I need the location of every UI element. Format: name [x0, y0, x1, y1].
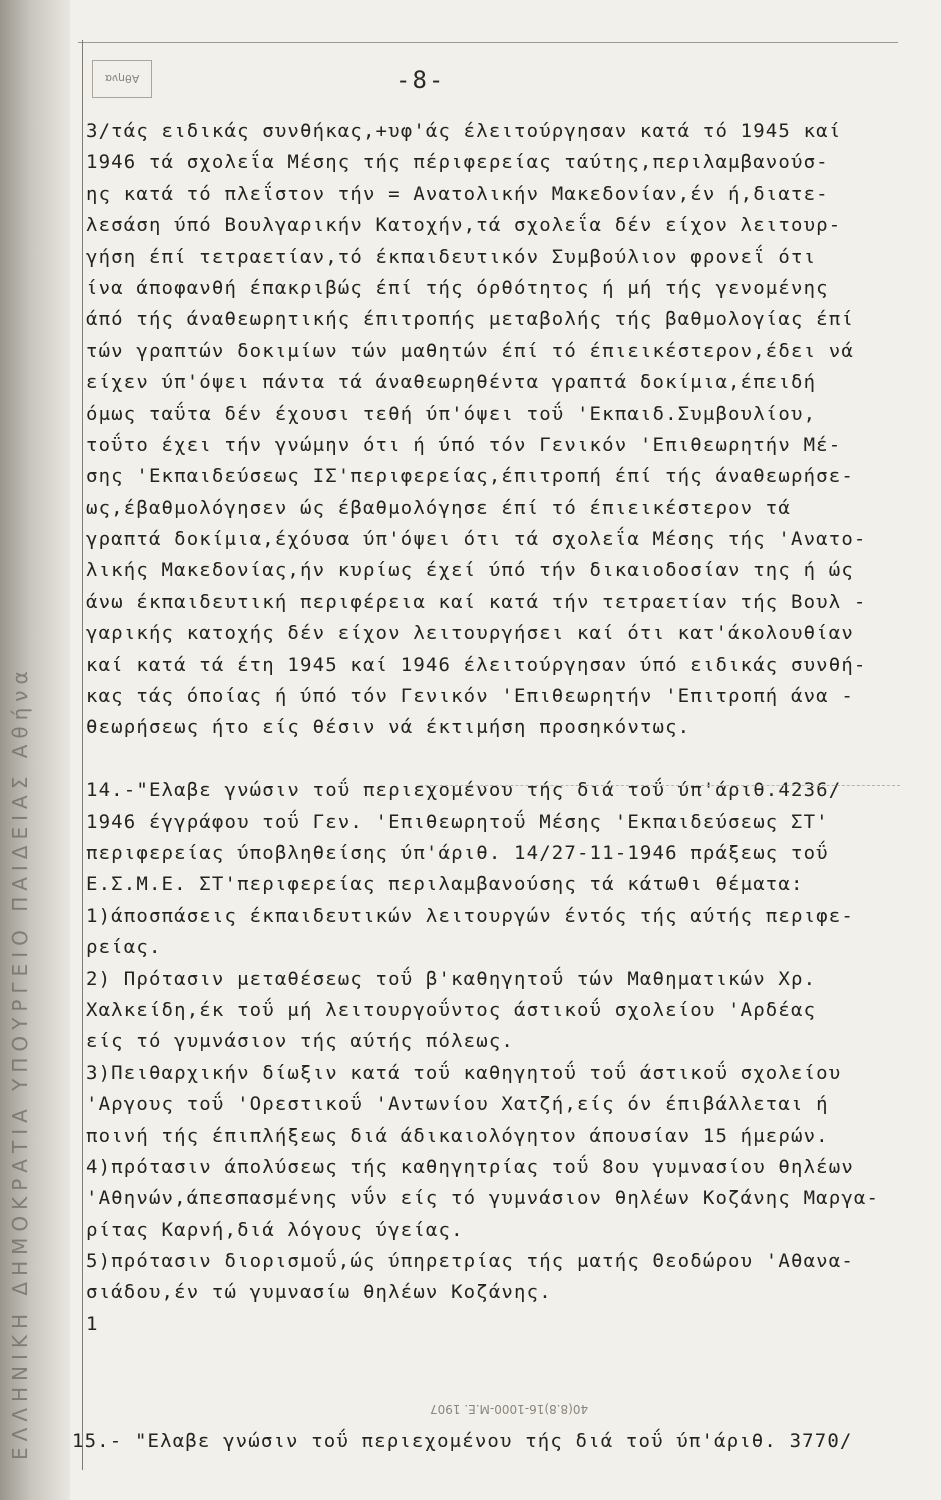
- text-line: ρίτας Καρνή,διά λόγους ύγείας.: [86, 1218, 464, 1241]
- text-line: ης κατά τό πλεΐστον τήν = Ανατολικήν Μακεδονίαν,έν ή,διατε-: [86, 182, 829, 205]
- text-line: κας τάς όποίας ή ύπό τόν Γενικόν 'Επιθεωρητήν 'Επιτροπή άνα -: [86, 685, 854, 708]
- printer-imprint: 40(8.8)16-1000-Μ.Ε. 1907: [430, 1402, 589, 1416]
- text-line: όμως ταΰτα δέν έχουσι τεθή ύπ'όψει τοΰ 'Εκπαιδ.Συμβουλίου,: [86, 402, 817, 425]
- section-divider: [420, 785, 900, 786]
- text-line: ρείας.: [86, 936, 162, 959]
- body-text: [86, 116, 906, 1340]
- text-line: 5)πρότασιν διορισμοΰ,ώς ύπηρετρίας τής ματής Θεοδώρου 'Αθανα-: [86, 1250, 854, 1273]
- text-line: γαρικής κατοχής δέν είχον λειτουργήσει καί ότι κατ'άκολουθίαν: [86, 622, 854, 645]
- margin-rule: [82, 40, 83, 1470]
- text-line: λεσάση ύπό Βουλγαρικήν Κατοχήν,τά σχολεΐα δέν είχον λειτουρ-: [86, 214, 842, 237]
- text-line: ίνα άποφανθή έπακριβώς έπί τής όρθότητος ή μή τής γενομένης: [86, 276, 829, 299]
- stamp-mark: Αθηνα: [92, 60, 152, 98]
- text-line: 1946 έγγράφου τοΰ Γεν. 'Επιθεωρητοΰ Μέσης 'Εκπαιδεύσεως ΣΤ': [86, 810, 829, 833]
- paragraph-15-first-line: 15.- "Ελαβε γνώσιν τοΰ περιεχομένου τής διά τοΰ ύπ'άριθ. 3770/: [72, 1430, 853, 1452]
- text-line: θεωρήσεως ήτο είς θέσιν νά έκτιμήση προσηκόντως.: [86, 716, 691, 739]
- text-line: 3/τάς ειδικάς συνθήκας,+υφ'άς έλειτούργησαν κατά τό 1945 καί: [86, 120, 842, 142]
- text-line: 4)πρότασιν άπολύσεως τής καθηγητρίας τοΰ 8ου γυμνασίου θηλέων: [86, 1155, 854, 1178]
- text-line: τοΰτο έχει τήν γνώμην ότι ή ύπό τόν Γενικόν 'Επιθεωρητήν Μέ-: [86, 433, 842, 456]
- text-line: 2) Πρότασιν μεταθέσεως τοΰ β'καθηγητοΰ τών Μαθηματικών Χρ.: [86, 967, 817, 990]
- text-line: ποινή τής έπιπλήξεως διά άδικαιολόγητον άπουσίαν 15 ήμερών.: [86, 1124, 829, 1147]
- spine-stamp-text: ΕΛΛΗΝΙΚΗ ΔΗΜΟΚΡΑΤΙΑ ΥΠΟΥΡΓΕΙΟ ΠΑΙΔΕΙΑΣ Αθήνα: [8, 665, 32, 1460]
- text-line: 1946 τά σχολεΐα Μέσης τής πέριφερείας ταύτης,περιλαμβανούσ-: [86, 151, 829, 174]
- text-line: γραπτά δοκίμια,έχόυσα ύπ'όψει ότι τά σχολεΐα Μέσης τής 'Ανατο-: [86, 528, 867, 551]
- text-line: 'Αθηνών,άπεσπασμένης νΰν είς τό γυμνάσιον θηλέων Κοζάνης Μαργα-: [86, 1187, 880, 1210]
- text-line: 1)άποσπάσεις έκπαιδευτικών λειτουργών έντός τής αύτής περιφε-: [86, 904, 854, 927]
- text-line: άνω έκπαιδευτική περιφέρεια καί κατά τήν τετραετίαν τής Βουλ -: [86, 590, 867, 613]
- text-line: άπό τής άναθεωρητικής έπιτροπής μεταβολής τής βαθμολογίας έπί: [86, 308, 854, 331]
- text-line: ως,έβαθμολόγησεν ώς έβαθμολόγησε έπί τό έπιεικέστερον τά: [86, 496, 791, 519]
- text-line: Χαλκείδη,έκ τοΰ μή λειτουργοΰντος άστικοΰ σχολείου 'Αρδέας: [86, 998, 817, 1021]
- text-line: είχεν ύπ'όψει πάντα τά άναθεωρηθέντα γραπτά δοκίμια,έπειδή: [86, 371, 817, 394]
- text-line: 'Αργους τοΰ 'Ορεστικοΰ 'Αντωνίου Χατζή,είς όν έπιβάλλεται ή: [86, 1093, 829, 1116]
- text-line: περιφερείας ύποβληθείσης ύπ'άριθ. 14/27-11-1946 πράξεως τοΰ: [86, 841, 829, 864]
- top-rule: [78, 42, 898, 43]
- text-line: γήση έπί τετραετίαν,τό έκπαιδευτικόν Συμβούλιον φρονεΐ ότι: [86, 245, 817, 268]
- text-line: 3)Πειθαρχικήν δίωξιν κατά τοΰ καθηγητοΰ τοΰ άστικοΰ σχολείου: [86, 1061, 842, 1084]
- text-line: 14.-"Ελαβε γνώσιν τοΰ περιεχομένου τής διά τοΰ ύπ'άριθ.4236/: [86, 779, 842, 802]
- page-number: -8-: [396, 66, 446, 94]
- text-line: τών γραπτών δοκιμίων τών μαθητών έπί τό έπιεικέστερον,έδει νά: [86, 339, 854, 362]
- text-line: σης 'Εκπαιδεύσεως ΙΣ'περιφερείας,έπιτροπή έπί τής άναθεωρήσε-: [86, 465, 854, 488]
- text-line: είς τό γυμνάσιον τής αύτής πόλεως.: [86, 1030, 515, 1053]
- text-line: σιάδου,έν τώ γυμνασίω θηλέων Κοζάνης.: [86, 1281, 552, 1304]
- text-line: Ε.Σ.Μ.Ε. ΣΤ'περιφερείας περιλαμβανούσης τά κάτωθι θέματα:: [86, 873, 804, 896]
- text-line: καί κατά τά έτη 1945 καί 1946 έλειτούργησαν ύπό ειδικάς συνθή-: [86, 653, 867, 676]
- text-line: 1: [86, 1312, 99, 1335]
- text-line: [86, 744, 906, 775]
- text-line: λικής Μακεδονίας,ήν κυρίως έχεί ύπό τήν δικαιοδοσίαν της ή ώς: [86, 559, 854, 582]
